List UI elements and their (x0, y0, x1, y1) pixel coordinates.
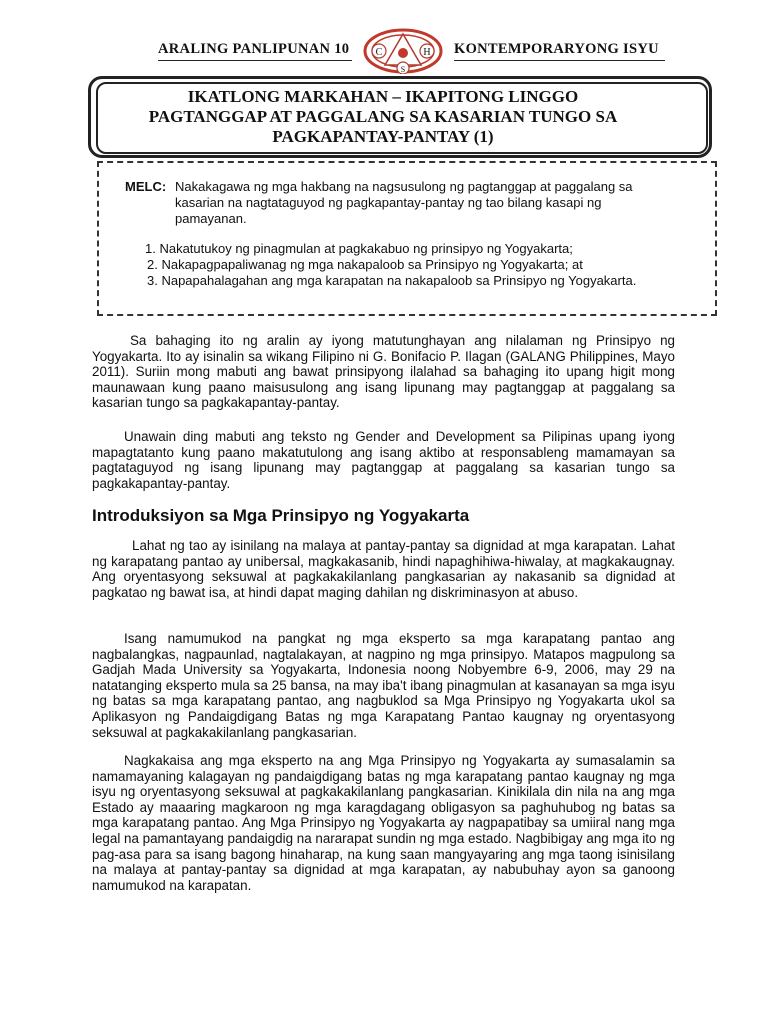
school-seal-logo (363, 28, 443, 74)
objective-item: 2. Nakapagpapaliwanag ng mga nakapaloob sa Prinsipyo ng Yogyakarta; at (147, 257, 583, 272)
body-paragraph: Nagkakaisa ang mga eksperto na ang Mga Prinsipyo ng Yogyakarta ay sumasalamin sa namamayaning kalagayan ng pandaigdigang batas ng mga karapatang pantao kaugnay ng mga isyu ng oryentasyong seksuwal at pagkakakilanlang pangkasarian. Kinikilala din nila na ang mga Estado ay maaaring magkaroon ng mga karagdagang obligasyon sa paghuhubog ng batas sa mga karapatang pantao. Ang Mga Prinsipyo ng Yogyakarta ay nagpapatibay sa umiiral nang mga legal na pamantayang pandaigdig na nararapat sundin ng mga estado. Nagbibigay ang mga ito ng pag-asa para sa isang bagong hinaharap, na kung saan mangyayaring ang mga taong isinisilang na malaya at pantay-pantay sa dignidad at mga karapatan, ay nabubuhay ayon sa ganoong namumukod na karapatan. (92, 753, 675, 893)
section-heading: Introduksiyon sa Mga Prinsipyo ng Yogyakarta (92, 506, 470, 525)
lesson-title (96, 87, 670, 147)
title-line-2: PAGTANGGAP AT PAGGALANG SA KASARIAN TUNGO SA (148, 107, 618, 126)
intro-paragraph: Unawain ding mabuti ang teksto ng Gender and Development sa Pilipinas upang iyong mapagtatanto kung paano makatutulong ang isang aktibo at responsableng mamamayan sa pagtataguyod ng isang lipunang may pagtanggap at paggalang sa kasarian tungo sa pagkakapantay-pantay. (92, 429, 675, 491)
intro-paragraph: Sa bahaging ito ng aralin ay iyong matutunghayan ang nilalaman ng Prinsipyo ng Yogyakarta. Ito ay isinalin sa wikang Filipino ni G. Bonifacio P. Ilagan (GALANG Philippines, Mayo 2011). Suriin mong mabuti ang bawat prinsipyong ilalahad sa bahaging ito upang higit mong maunawaan kung paano maisusulong ang isang lipunang may pagtanggap at paggalang sa kasarian tungo sa pagkakapantay-pantay. (92, 333, 675, 411)
objective-item: 3. Napapahalagahan ang mga karapatan na nakapaloob sa Prinsipyo ng Yogyakarta. (147, 273, 637, 288)
title-line-1: IKATLONG MARKAHAN – IKAPITONG LINGGO (187, 87, 579, 106)
body-paragraph: Isang namumukod na pangkat ng mga eksperto sa mga karapatang pantao ang nagbalangkas, nagpaunlad, nagtalakayan, at nagpino ng mga prinsipyo. Matapos magpulong sa Gadjah Mada University sa Yogyakarta, Indonesia noong Nobyembre 6-9, 2006, may 29 na natatanging eksperto mula sa 25 bansa, na may iba't ibang pinagmulan at kasanayan sa mga isyu ng batas sa mga karapatang pantao, ang nagbuklod sa Mga Prinsipyo ng Yogyakarta ukol sa Aplikasyon ng Pandaigdigang Batas ng mga Karapatang Pantao kaugnay ng oryentasyong seksuwal at pagkakakilanlang pangkasarian. (92, 631, 675, 740)
title-line-3: PAGKAPANTAY-PANTAY (1) (272, 127, 494, 146)
logo-letter-h: H (423, 47, 431, 58)
melc-label: MELC: (125, 179, 167, 194)
header-subject: ARALING PANLIPUNAN 10 (158, 41, 350, 57)
logo-letter-s: S (400, 65, 406, 74)
melc-competency: Nakakagawa ng mga hakbang na nagsusulong ng pagtanggap at paggalang sa kasarian na nagtataguyod ng pagkapantay-pantay ng tao bilang kasapi ng pamayanan. (175, 179, 633, 226)
objective-item: 1. Nakatutukoy ng pinagmulan at pagkakabuo ng prinsipyo ng Yogyakarta; (145, 241, 573, 256)
header-underline-left (158, 60, 352, 61)
header-underline-right (454, 60, 665, 61)
body-paragraph: Lahat ng tao ay isinilang na malaya at pantay-pantay sa dignidad at mga karapatan. Lahat ng karapatang pantao ay unibersal, magkakasanib, hindi napaghihiwa-hiwalay, at magkakaugnay. Ang oryentasyong seksuwal at pagkakakilanlang pangkasarian ay nakasanib sa dignidad at pagkatao ng bawat isa, at hindi dapat maging dahilan ng diskriminasyon at abuso. (92, 538, 675, 600)
header-topic: KONTEMPORARYONG ISYU (454, 41, 659, 57)
logo-letter-c: C (375, 47, 383, 58)
